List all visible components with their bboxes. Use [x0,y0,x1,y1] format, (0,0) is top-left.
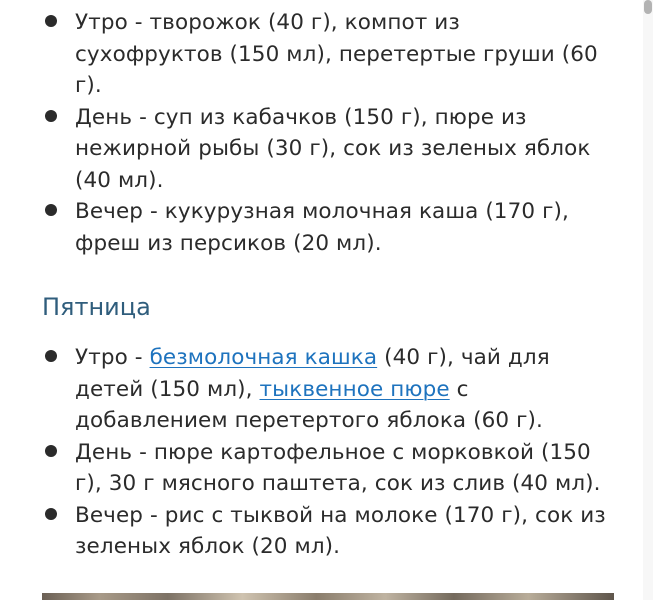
bullet-icon [45,204,57,216]
bullet-icon [45,350,57,362]
list-item [0,342,653,437]
bullet-icon [45,15,57,27]
list-item [0,7,653,102]
list-item [0,102,653,197]
list-item-text-prefix: Утро - [75,345,150,370]
pumpkin-puree-link[interactable]: тыквенное пюре [259,376,450,402]
thursday-menu-list [0,7,653,259]
section-heading-friday: Пятница [42,293,151,321]
friday-menu-list [0,342,653,563]
list-item-text: Вечер - рис с тыквой на молоке (170 г), сок из зеленых яблок (20 мл). [75,502,606,559]
list-item [0,500,653,563]
bullet-icon [45,110,57,122]
list-item [0,437,653,500]
list-item [0,196,653,259]
dairy-free-porridge-link[interactable]: безмолочная кашка [149,345,378,370]
scrollbar-thumb[interactable] [644,0,652,14]
article-image [42,593,614,600]
bullet-icon [45,445,57,457]
bullet-icon [45,508,57,520]
list-item-text: Утро - творожок (40 г), компот из сухофруктов (150 мл), перетертые груши (60 г). [75,10,598,98]
list-item-text: День - пюре картофельное с морковкой (150 г), 30 г мясного паштета, сок из слив (40 мл). [75,439,601,496]
list-item-text-middle: (40 г), чай для детей (150 мл), [75,345,550,402]
list-item-text: День - суп из кабачков (150 г), пюре из нежирной рыбы (30 г), сок из зеленых яблок (40 мл). [75,104,591,193]
list-item-text: Вечер - кукурузная молочная каша (170 г), фреш из персиков (20 мл). [75,199,569,256]
scrollbar[interactable] [643,0,653,600]
list-item-text-suffix: с добавлением перетертого яблока (60 г). [75,376,543,433]
